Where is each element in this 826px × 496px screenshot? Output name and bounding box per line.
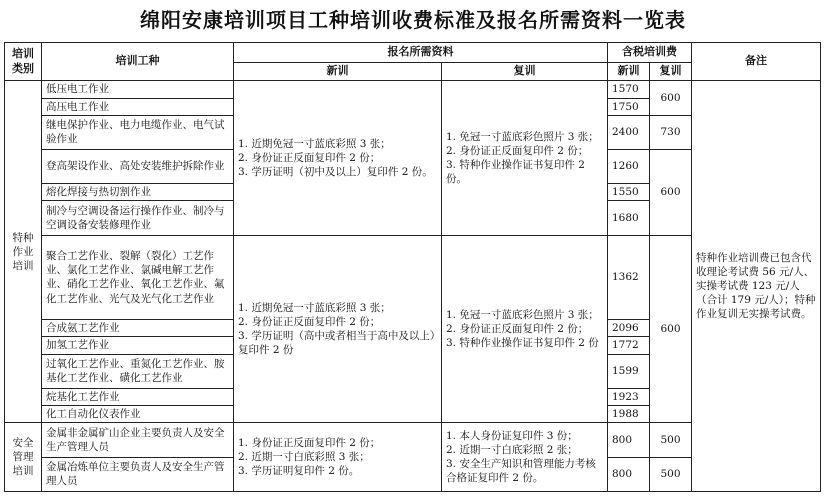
requirement-item: 3. 特种作业操作证书复印件 2 份。 xyxy=(446,158,585,186)
job-row: 低压电工作业 xyxy=(42,81,234,98)
job-row: 过氧化工艺作业、重氮化工艺作业、胺基化工艺作业、磺化工艺作业 xyxy=(42,354,234,388)
fee-new: 1599 xyxy=(608,354,650,388)
fee-review: 600 xyxy=(650,81,692,116)
fee-new: 800 xyxy=(608,457,650,491)
requirements-new-1 xyxy=(234,81,442,235)
job-row: 制冷与空调设备运行操作作业、制冷与空调设备安装修理作业 xyxy=(42,201,234,235)
fee-new: 1680 xyxy=(608,201,650,235)
requirement-item: 1. 本人身份证复印件 3 份； xyxy=(446,429,578,442)
requirement-item: 3. 安全生产知识和管理能力考核合格证复印件 2 份。 xyxy=(446,458,596,485)
requirement-item: 3. 学历证明复印件 2 份。 xyxy=(238,465,360,478)
requirement-item: 3. 学历证明（初中及以上）复印件 2 份。 xyxy=(238,166,433,179)
fee-new: 2400 xyxy=(608,115,650,149)
job-row: 继电保护作业、电力电缆作业、电气试验作业 xyxy=(42,115,234,149)
fee-new: 1362 xyxy=(608,235,650,320)
fee-new: 1923 xyxy=(608,388,650,405)
requirement-item: 1. 近期免冠一寸蓝底彩照 3 张； xyxy=(238,137,391,150)
job-row: 金属冶炼单位主要负责人及安全生产管理人员 xyxy=(42,457,234,491)
fee-new: 1570 xyxy=(608,81,650,98)
fee-new: 2096 xyxy=(608,320,650,337)
fee-review: 730 xyxy=(650,115,692,149)
requirements-review-3 xyxy=(442,423,608,492)
requirements-new-2 xyxy=(234,235,442,423)
fee-review: 600 xyxy=(650,149,692,235)
category-safety: 安全管理培训 xyxy=(5,423,42,492)
header-new: 新训 xyxy=(234,63,442,81)
fee-new: 1772 xyxy=(608,337,650,354)
requirement-item: 2. 近期一寸白底彩照 2 张； xyxy=(446,444,578,457)
job-row: 高压电工作业 xyxy=(42,98,234,115)
header-fee-review: 复训 xyxy=(650,63,692,81)
fee-table xyxy=(4,42,821,492)
job-row: 登高架设作业、高处安装维护拆除作业 xyxy=(42,149,234,183)
header-materials: 报名所需资料 xyxy=(234,43,608,63)
page-title: 绵阳安康培训项目工种培训收费标准及报名所需资料一览表 xyxy=(140,8,686,32)
job-row: 合成氨工艺作业 xyxy=(42,320,234,337)
fee-review: 500 xyxy=(650,457,692,491)
requirements-review-2 xyxy=(442,235,608,423)
job-row: 化工自动化仪表作业 xyxy=(42,406,234,423)
requirements-review-1 xyxy=(442,81,608,235)
requirement-item: 1. 免冠一寸蓝底彩色照片 3 张； xyxy=(446,308,599,321)
requirements-new-3 xyxy=(234,423,442,492)
job-row: 加氢工艺作业 xyxy=(42,337,234,354)
requirement-item: 3. 特种作业操作证书复印件 2 份 xyxy=(446,337,599,350)
fee-new: 1260 xyxy=(608,149,650,183)
requirement-item: 1. 身份证正反面复印件 2 份； xyxy=(238,436,381,449)
requirement-item: 2. 身份证正反面复印件 2 份； xyxy=(238,315,381,328)
header-category: 培训类别 xyxy=(5,43,42,81)
requirement-item: 2. 近期一寸白底彩照 3 张； xyxy=(238,451,370,464)
fee-review: 600 xyxy=(650,235,692,423)
fee-new: 1750 xyxy=(608,98,650,115)
fee-new: 1550 xyxy=(608,184,650,201)
fee-new: 800 xyxy=(608,423,650,457)
header-job: 培训工种 xyxy=(42,43,234,81)
header-remark: 备注 xyxy=(692,43,821,81)
requirement-item: 2. 身份证正反面复印件 2 份； xyxy=(446,144,589,157)
job-row: 金属非金属矿山企业主要负责人及安全生产管理人员 xyxy=(42,423,234,457)
requirement-item: 2. 身份证正反面复印件 2 份； xyxy=(238,151,381,164)
requirement-item: 1. 近期免冠一寸蓝底彩照 3 张； xyxy=(238,301,391,314)
job-row: 聚合工艺作业、裂解（裂化）工艺作业、氯化工艺作业、氯碱电解工艺作业、硝化工艺作业、氧化工艺作业、氟化工艺作业、光气及光气化工艺作业 xyxy=(42,235,234,320)
header-fee: 含税培训费 xyxy=(608,43,692,63)
header-fee-new: 新训 xyxy=(608,63,650,81)
category-special: 特种作业培训 xyxy=(5,81,42,423)
header-review: 复训 xyxy=(442,63,608,81)
requirement-item: 3. 学历证明（高中或者相当于高中及以上）复印件 2 份 xyxy=(238,330,436,357)
remark-cell: 特种作业培训费已包含代收理论考试费 56 元/人、实操考试费 123 元/人（合计 179 元/人）；特种作业复训无实操考试费。 xyxy=(692,81,821,492)
fee-review: 500 xyxy=(650,423,692,457)
job-row: 烷基化工艺作业 xyxy=(42,388,234,405)
job-row: 熔化焊接与热切割作业 xyxy=(42,184,234,201)
requirement-item: 2. 身份证正反面复印件 2 份； xyxy=(446,322,589,335)
fee-new: 1988 xyxy=(608,406,650,423)
requirement-item: 1. 免冠一寸蓝底彩色照片 3 张； xyxy=(446,130,599,143)
